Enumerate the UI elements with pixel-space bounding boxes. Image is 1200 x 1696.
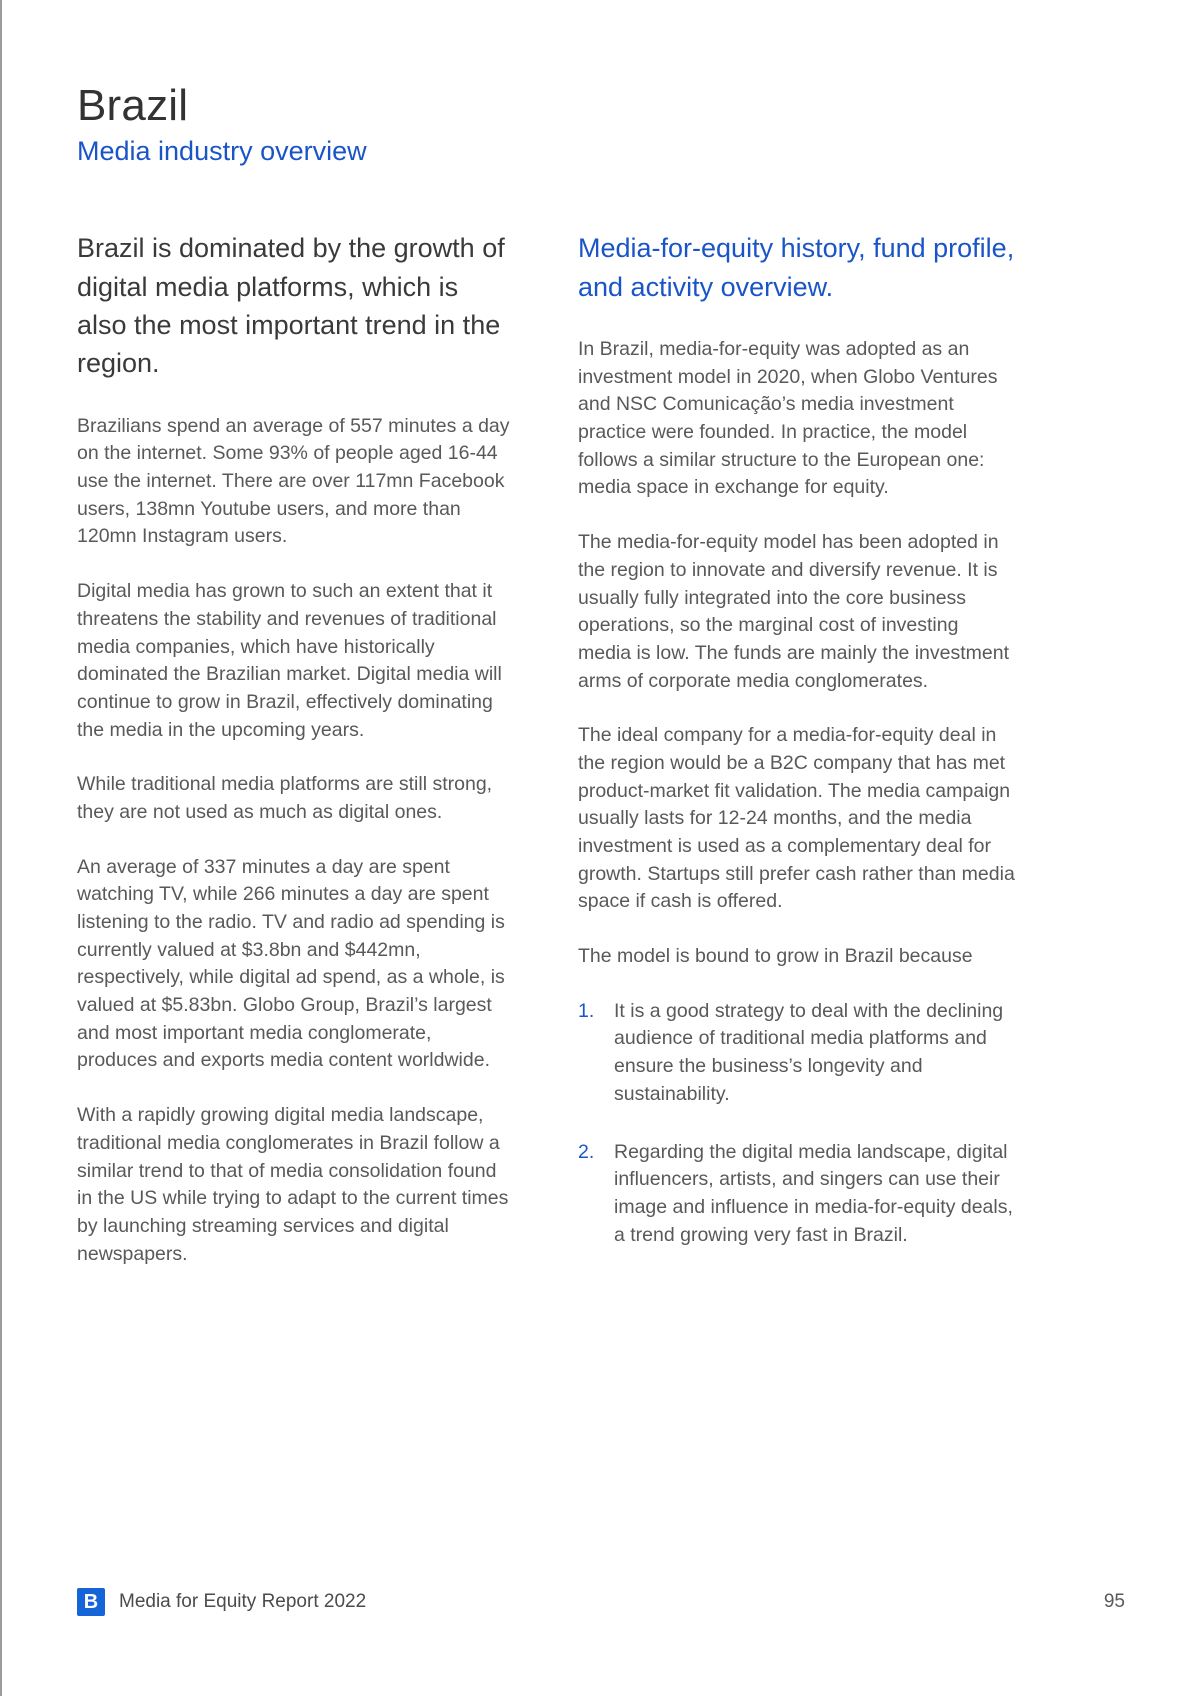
page-title: Brazil	[77, 81, 189, 130]
numbered-list	[578, 998, 1015, 1250]
paragraph: With a rapidly growing digital media landscape, traditional media conglomerates in Brazil follow a similar trend to that of media consolidation found in the US while trying to adapt to the current times by launching streaming services and digital newspapers.	[77, 1104, 509, 1265]
two-column-layout	[77, 229, 1125, 1295]
page-number: 95	[1103, 1591, 1125, 1612]
list-item-number: 2.	[578, 1140, 595, 1163]
paragraph: While traditional media platforms are still strong, they are not used as much as digital ones.	[77, 773, 493, 823]
paragraph: Digital media has grown to such an extent that it threatens the stability and revenues of traditional media companies, which have historically dominated the Brazilian market. Digital media will continue to grow in Brazil, effectively dominating the media in the upcoming years.	[77, 580, 502, 741]
left-column	[77, 229, 514, 1295]
right-column-heading: Media-for-equity history, fund profile, and activity overview.	[578, 233, 1015, 302]
list-item-text: Regarding the digital media landscape, digital influencers, artists, and singers can use their image and influence in media-for-equity deals, a trend growing very fast in Brazil.	[614, 1140, 1013, 1246]
list-item-number: 1.	[578, 999, 595, 1022]
right-column	[578, 229, 1015, 1295]
paragraph: In Brazil, media-for-equity was adopted as an investment model in 2020, when Globo Ventures and NSC Comunicação’s media investment practice were founded. In practice, the model follows a similar structure to the European one: media space in exchange for equity.	[578, 338, 998, 499]
report-page	[2, 0, 1200, 1696]
brand-logo-icon: B	[77, 1588, 105, 1616]
page-subtitle: Media industry overview	[77, 136, 367, 167]
paragraph: The ideal company for a media-for-equity deal in the region would be a B2C company that has met product-market fit validation. The media campaign usually lasts for 12-24 months, and the media investment is used as a complementary deal for growth. Startups still prefer cash rather than media space if cash is offered.	[578, 724, 1015, 913]
right-column-body	[578, 336, 1015, 971]
list-item	[578, 1139, 1015, 1250]
paragraph: An average of 337 minutes a day are spent watching TV, while 266 minutes a day are spent listening to the radio. TV and radio ad spending is currently valued at $3.8bn and $442mn, respectively, while digital ad spend, as a whole, is valued at $5.83bn. Globo Group, Brazil’s largest and most important media conglomerate, produces and exports media content worldwide.	[77, 855, 505, 1072]
list-item	[578, 998, 1015, 1109]
footer-report-title: Media for Equity Report 2022	[119, 1591, 367, 1612]
left-column-body	[77, 413, 514, 1269]
left-column-heading: Brazil is dominated by the growth of digital media platforms, which is also the most important trend in the region.	[77, 233, 505, 379]
list-item-text: It is a good strategy to deal with the declining audience of traditional media platforms and ensure the business’s longevity and sustainability.	[614, 999, 1004, 1105]
paragraph: The model is bound to grow in Brazil because	[578, 945, 973, 968]
paragraph: Brazilians spend an average of 557 minutes a day on the internet. Some 93% of people aged 16-44 use the internet. There are over 117mn Facebook users, 138mn Youtube users, and more than 120mn Instagram users.	[77, 414, 510, 548]
page-footer	[77, 1588, 1125, 1616]
paragraph: The media-for-equity model has been adopted in the region to innovate and diversify revenue. It is usually fully integrated into the core business operations, so the marginal cost of investing media is low. The funds are mainly the investment arms of corporate media conglomerates.	[578, 531, 1010, 692]
